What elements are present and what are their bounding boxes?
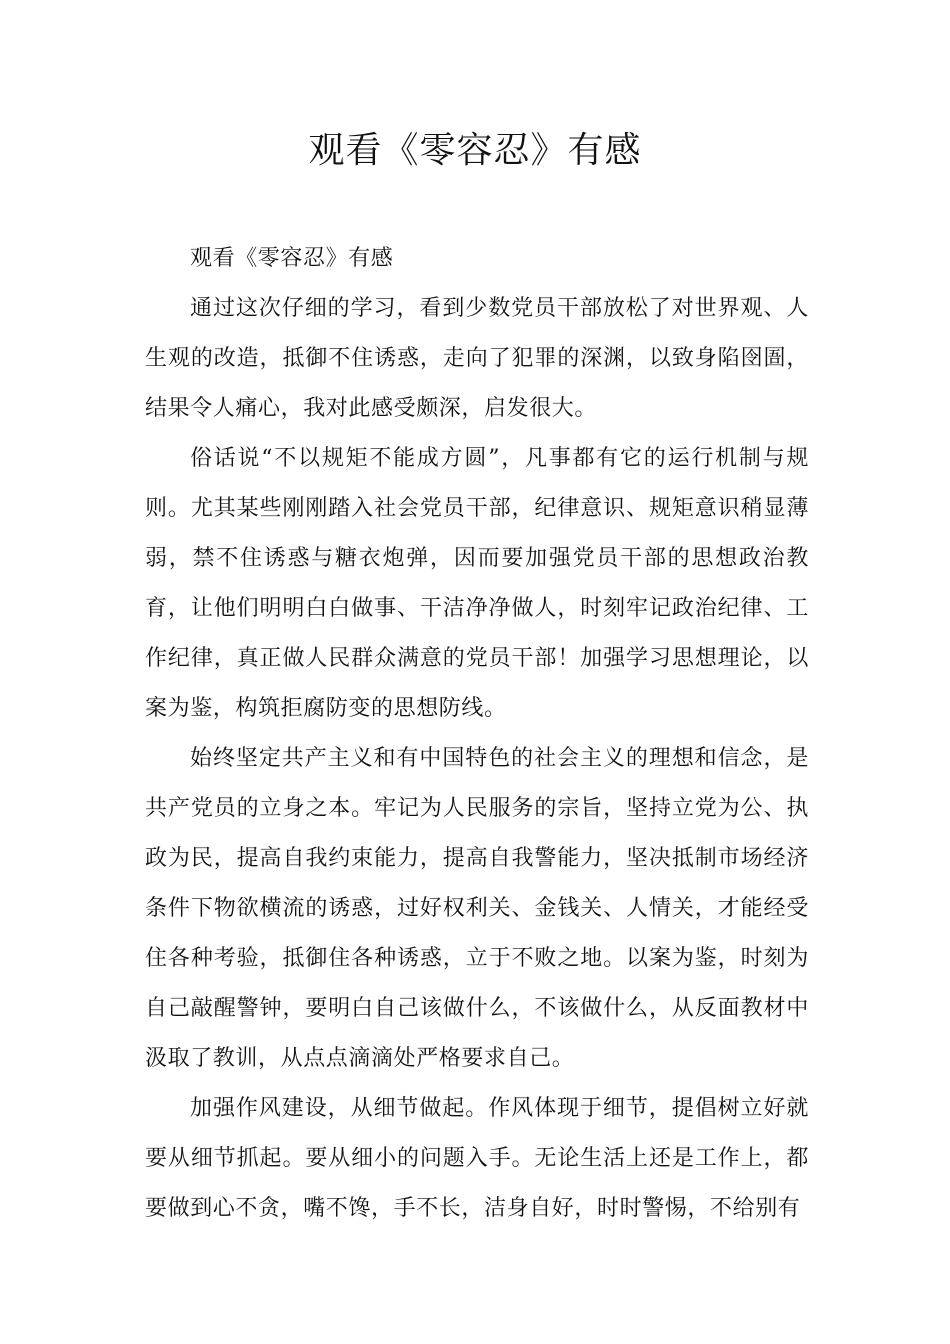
paragraph-subtitle: 观看《零容忍》有感: [190, 246, 394, 271]
document-body: [145, 234, 809, 1234]
paragraph-4: 加强作风建设，从细节做起。作风体现于细节，提倡树立好就要从细节抓起。要从细小的问题入手。无论生活上还是工作上，都要做到心不贪，嘴不馋，手不长，洁身自好，时时警惕，不给别有: [145, 1096, 809, 1221]
document-title: 观看《零容忍》有感: [308, 130, 642, 171]
paragraph-3: 始终坚定共产主义和有中国特色的社会主义的理想和信念，是共产党员的立身之本。牢记为人民服务的宗旨，坚持立党为公、执政为民，提高自我约束能力，提高自我警能力，坚决抵制市场经济条件下物欲横流的诱惑，过好权利关、金钱关、人情关，才能经受住各种考验，抵御住各种诱惑，立于不败之地。以案为鉴，时刻为自己敲醒警钟，要明白自己该做什么，不该做什么，从反面教材中汲取了教训，从点点滴滴处严格要求自己。: [145, 746, 809, 1071]
paragraph-1: 通过这次仔细的学习，看到少数党员干部放松了对世界观、人生观的改造，抵御不住诱惑，走向了犯罪的深渊，以致身陷囹圄，结果令人痛心，我对此感受颇深，启发很大。: [145, 296, 809, 421]
paragraph-2: 俗话说“不以规矩不能成方圆”，凡事都有它的运行机制与规则。尤其某些刚刚踏入社会党员干部，纪律意识、规矩意识稍显薄弱，禁不住诱惑与糖衣炮弹，因而要加强党员干部的思想政治教育，让他们明明白白做事、干洁净净做人，时刻牢记政治纪律、工作纪律，真正做人民群众满意的党员干部！加强学习思想理论，以案为鉴，构筑拒腐防变的思想防线。: [145, 446, 809, 721]
